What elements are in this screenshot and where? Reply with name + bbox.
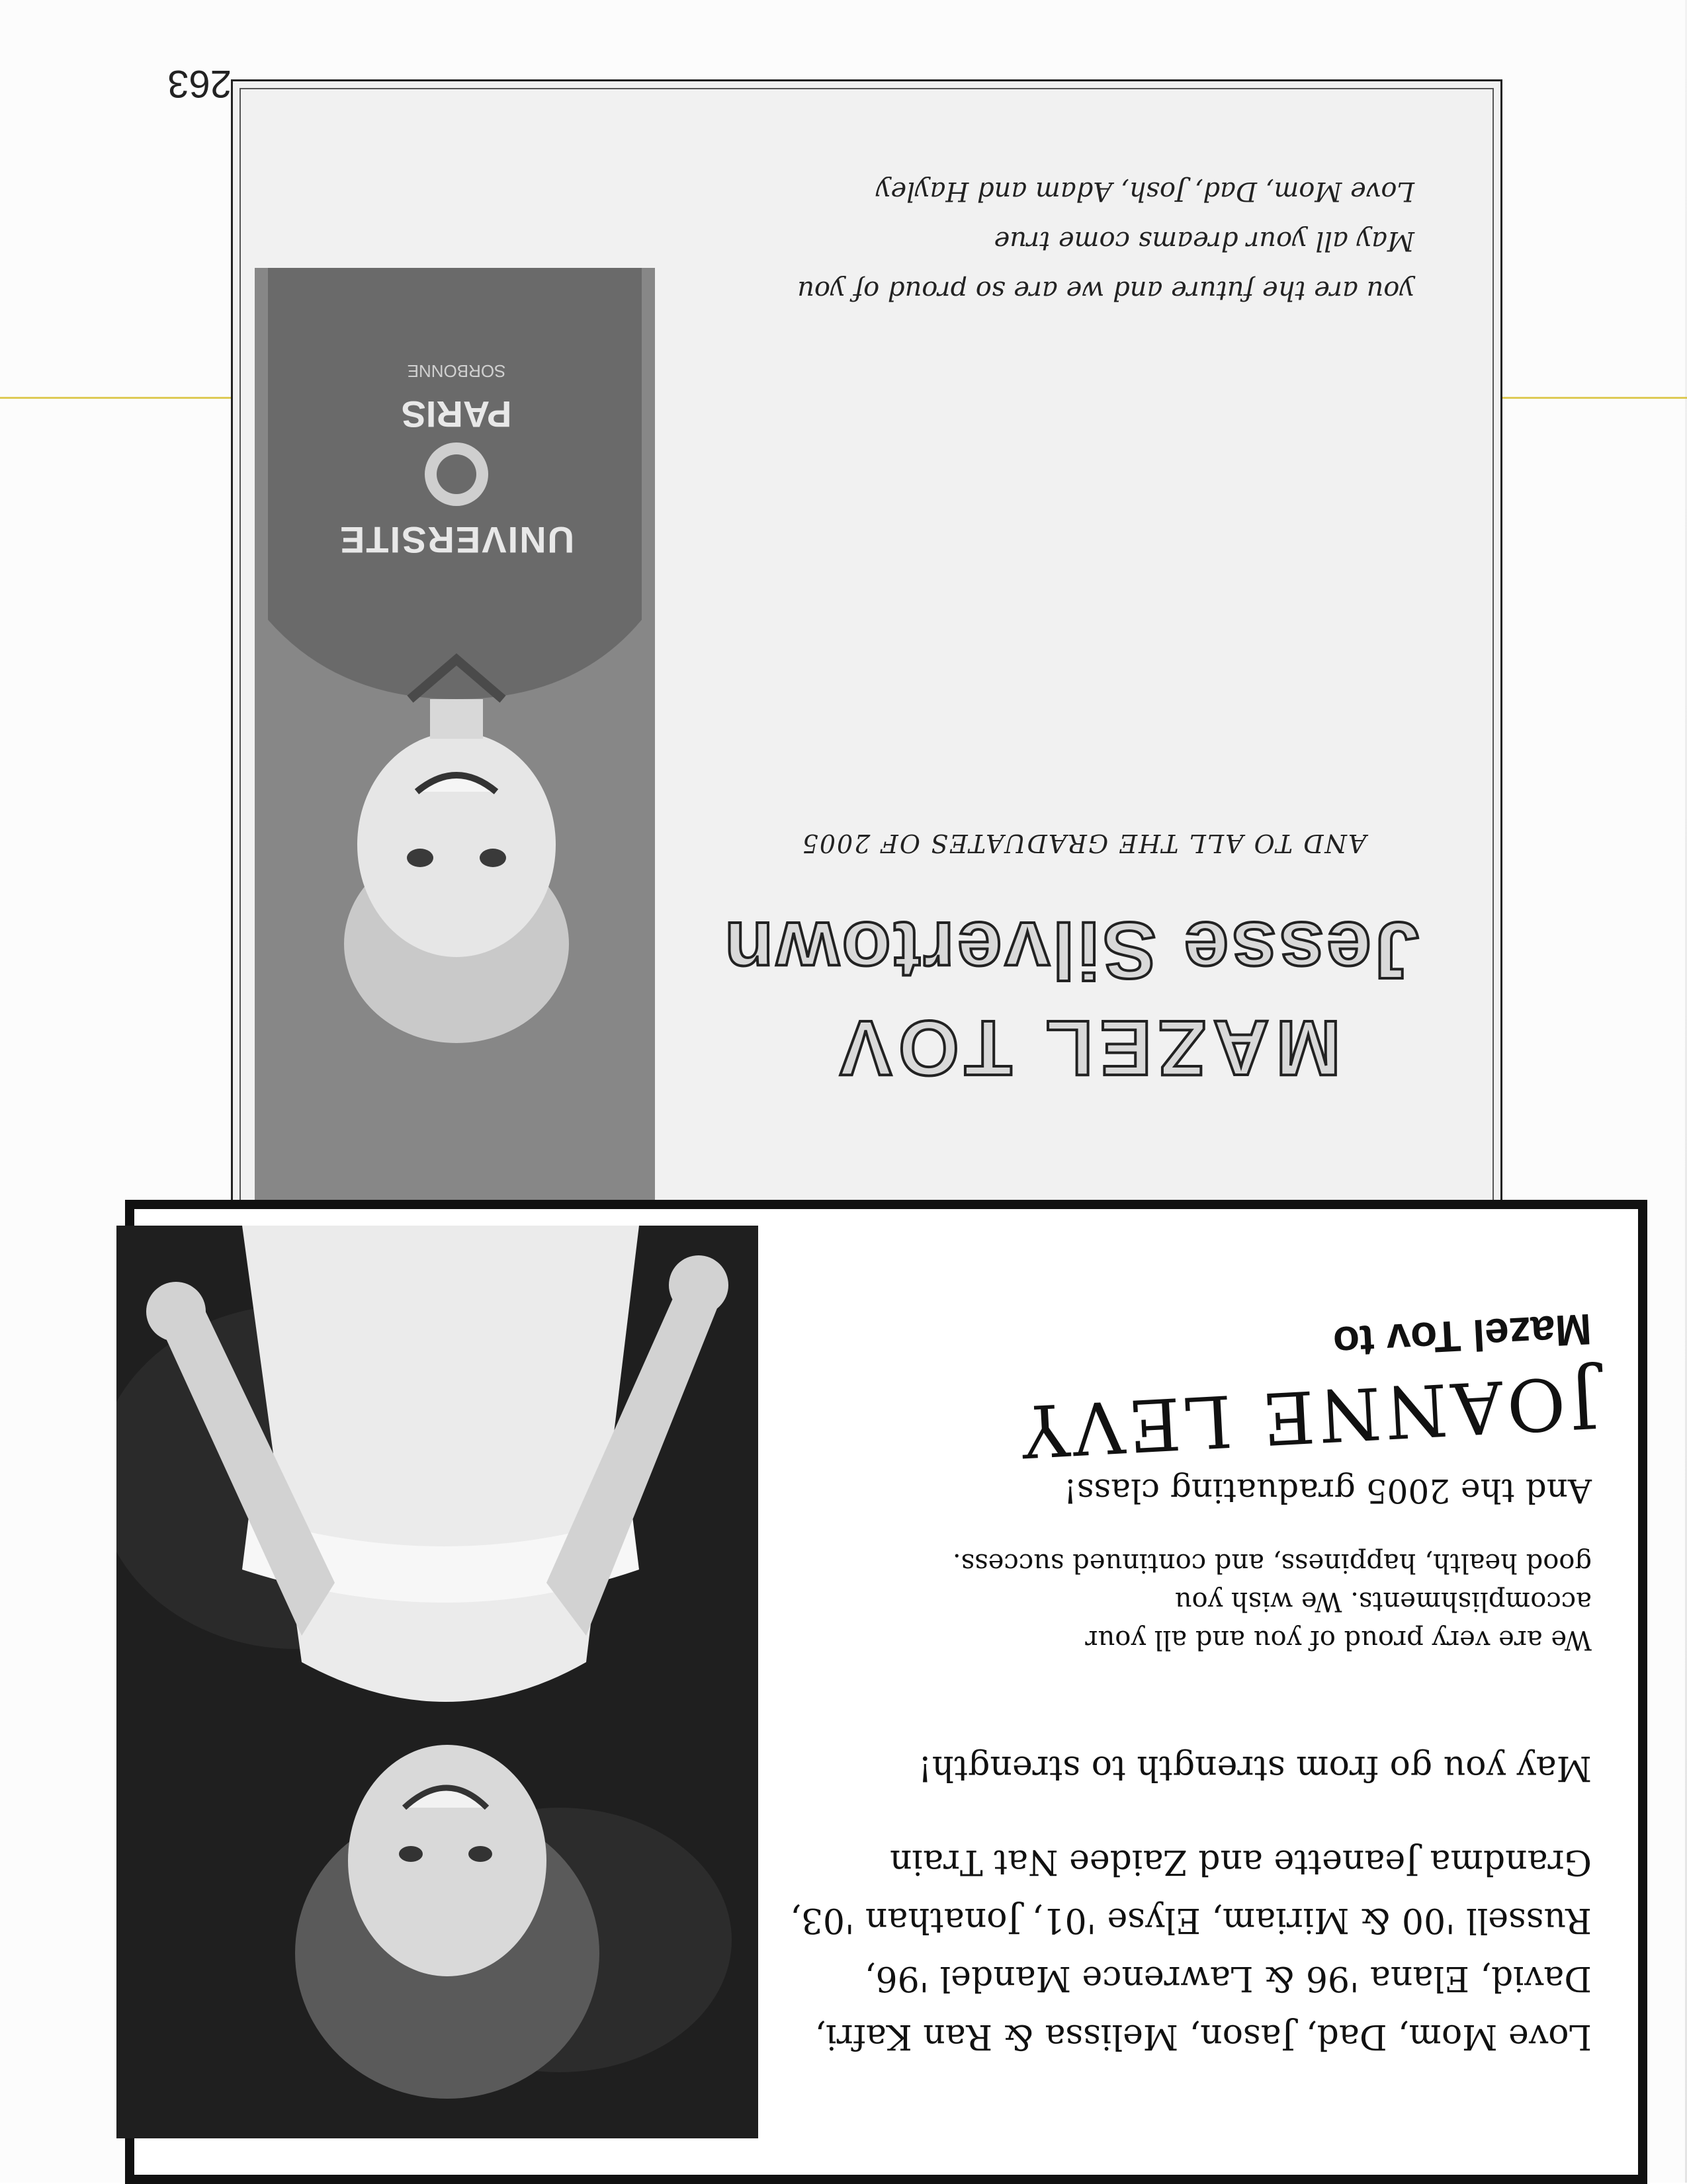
- shirt-print-line1: UNIVERSITE: [338, 519, 575, 561]
- shirt-print-line2: PARIS: [401, 394, 512, 435]
- message-line: you are the future and we are so proud of you: [797, 275, 1414, 306]
- page-number: 263: [167, 62, 232, 105]
- shirt-print-line3: SORBONNE: [407, 361, 506, 381]
- ad-joanne-levy: [125, 1200, 1647, 2184]
- boy-photo: [255, 268, 655, 1215]
- message-line: We are very proud of you and all your: [1085, 1624, 1592, 1655]
- message-line: May all your dreams come true: [994, 226, 1414, 256]
- ad-jesse-silvertown: [231, 79, 1502, 1217]
- honoree-name: JOANNE LEVY: [1016, 1359, 1600, 1472]
- proud-message: [897, 1544, 1592, 1659]
- ad-headline: MAZEL TOV: [833, 1004, 1341, 1091]
- ad-subtitle: AND TO ALL THE GRADUATES OF 2005: [800, 829, 1367, 858]
- girl-photo-illustration: [116, 1226, 758, 2138]
- message-line: accomplishments. We wish you: [1174, 1586, 1592, 1617]
- signature-line: Russell '00 & Miriam, Elyse '01, Jonathan '03,: [790, 1900, 1592, 1940]
- girl-photo: [116, 1226, 758, 2138]
- graduating-class-line: And the 2005 graduating class!: [1063, 1472, 1592, 1510]
- honoree-name: Jesse Silvertown: [721, 905, 1420, 995]
- signature-block: [778, 1833, 1592, 2066]
- signature-line: Grandma Jeanette and Zaidee Nat Train: [889, 1842, 1592, 1882]
- boy-photo-illustration: [255, 268, 655, 1215]
- strength-line: May you go from strength to strength!: [918, 1748, 1592, 1788]
- signature-line: Love Mom, Dad, Jason, Melissa & Ran Kafri,: [814, 2017, 1592, 2056]
- ad-intro: Mazel Tov to: [1332, 1304, 1593, 1368]
- signature-line: David, Elana '96 & Lawrence Mandel '96,: [864, 1958, 1592, 1998]
- message-line: good health, happiness, and continued success.: [952, 1548, 1592, 1578]
- message-line: Love Mom, Dad, Josh, Adam and Hayley: [875, 176, 1414, 206]
